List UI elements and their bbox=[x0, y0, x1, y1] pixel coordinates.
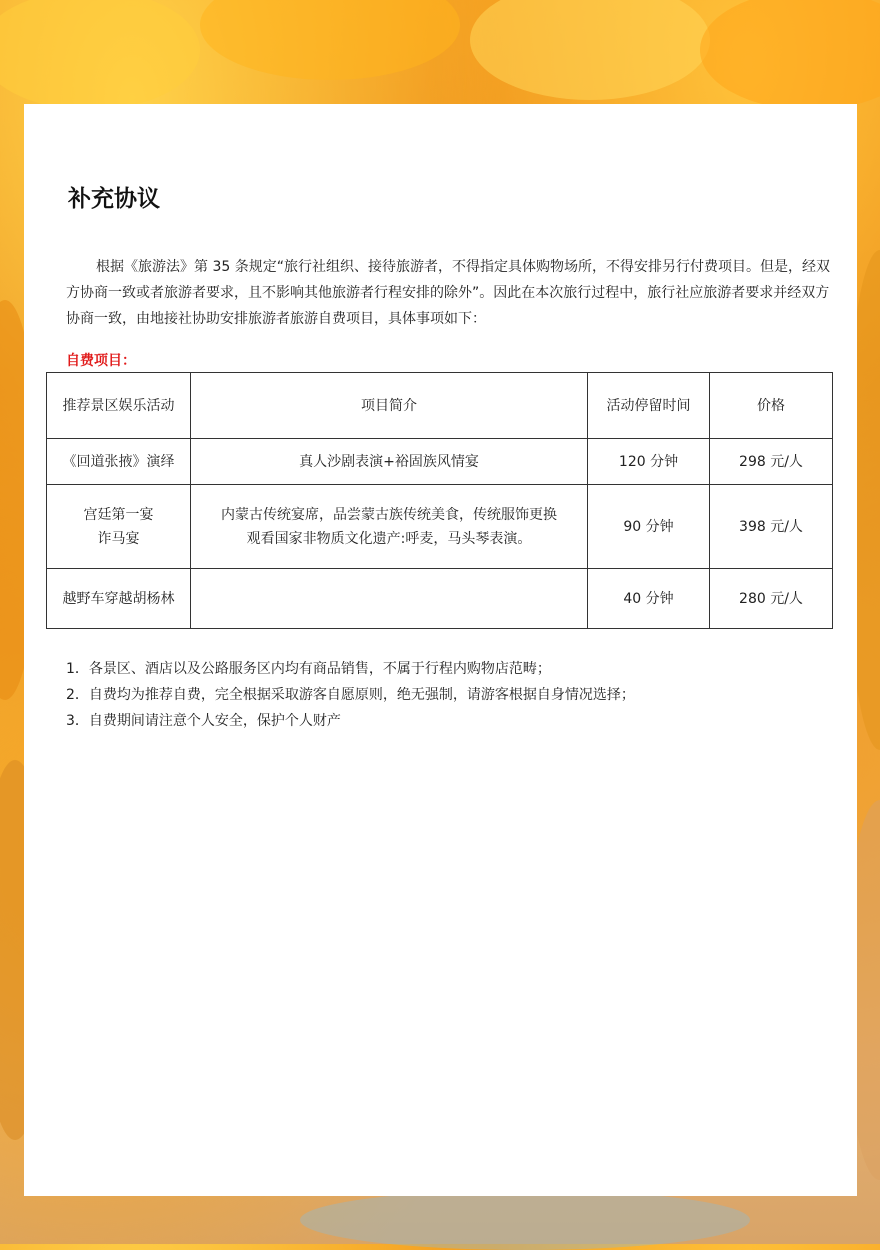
header-activity: 推荐景区娱乐活动 bbox=[47, 373, 191, 439]
activity-line-2: 诈马宴 bbox=[97, 530, 140, 547]
cell-price: 298 元/人 bbox=[710, 439, 833, 485]
note-item: 3．自费期间请注意个人安全，保护个人财产 bbox=[66, 713, 341, 729]
description-line-2: 观看国家非物质文化遗产:呼麦，马头琴表演。 bbox=[246, 530, 532, 547]
cell-activity bbox=[47, 485, 191, 569]
section-heading: 自费项目： bbox=[66, 353, 136, 369]
cell-duration: 90 分钟 bbox=[588, 485, 710, 569]
description-line-1: 内蒙古传统宴席，品尝蒙古族传统美食，传统服饰更换 bbox=[221, 506, 557, 523]
header-duration: 活动停留时间 bbox=[588, 373, 710, 439]
cell-duration: 120 分钟 bbox=[588, 439, 710, 485]
cell-price: 398 元/人 bbox=[710, 485, 833, 569]
table-header-row bbox=[47, 373, 833, 439]
table-row bbox=[47, 485, 833, 569]
cell-description bbox=[191, 569, 588, 629]
cell-activity: 越野车穿越胡杨林 bbox=[47, 569, 191, 629]
cell-description: 真人沙剧表演+裕固族风情宴 bbox=[191, 439, 588, 485]
document-panel bbox=[24, 104, 857, 1196]
cell-description bbox=[191, 485, 588, 569]
fee-table bbox=[46, 372, 833, 629]
note-item: 2．自费均为推荐自费，完全根据采取游客自愿原则，绝无强制，请游客根据自身情况选择； bbox=[66, 687, 635, 703]
cell-duration: 40 分钟 bbox=[588, 569, 710, 629]
table-row bbox=[47, 439, 833, 485]
header-price: 价格 bbox=[710, 373, 833, 439]
notes-list bbox=[66, 656, 635, 734]
note-item: 1．各景区、酒店以及公路服务区内均有商品销售，不属于行程内购物店范畴； bbox=[66, 661, 551, 677]
cell-activity: 《回道张掖》演绎 bbox=[47, 439, 191, 485]
activity-line-1: 宫廷第一宴 bbox=[83, 506, 154, 523]
cell-price: 280 元/人 bbox=[710, 569, 833, 629]
page-title: 补充协议 bbox=[68, 186, 160, 212]
intro-paragraph: 根据《旅游法》第 35 条规定“旅行社组织、接待旅游者，不得指定具体购物场所，不得安排另行付费项目。但是，经双方协商一致或者旅游者要求，且不影响其他旅游者行程安排的除外”。因此在本次旅行过程中，旅行社应旅游者要求并经双方协商一致，由地接社协助安排旅游者旅游自费项目，具体事项如下： bbox=[66, 259, 830, 327]
table-row bbox=[47, 569, 833, 629]
header-description: 项目简介 bbox=[191, 373, 588, 439]
